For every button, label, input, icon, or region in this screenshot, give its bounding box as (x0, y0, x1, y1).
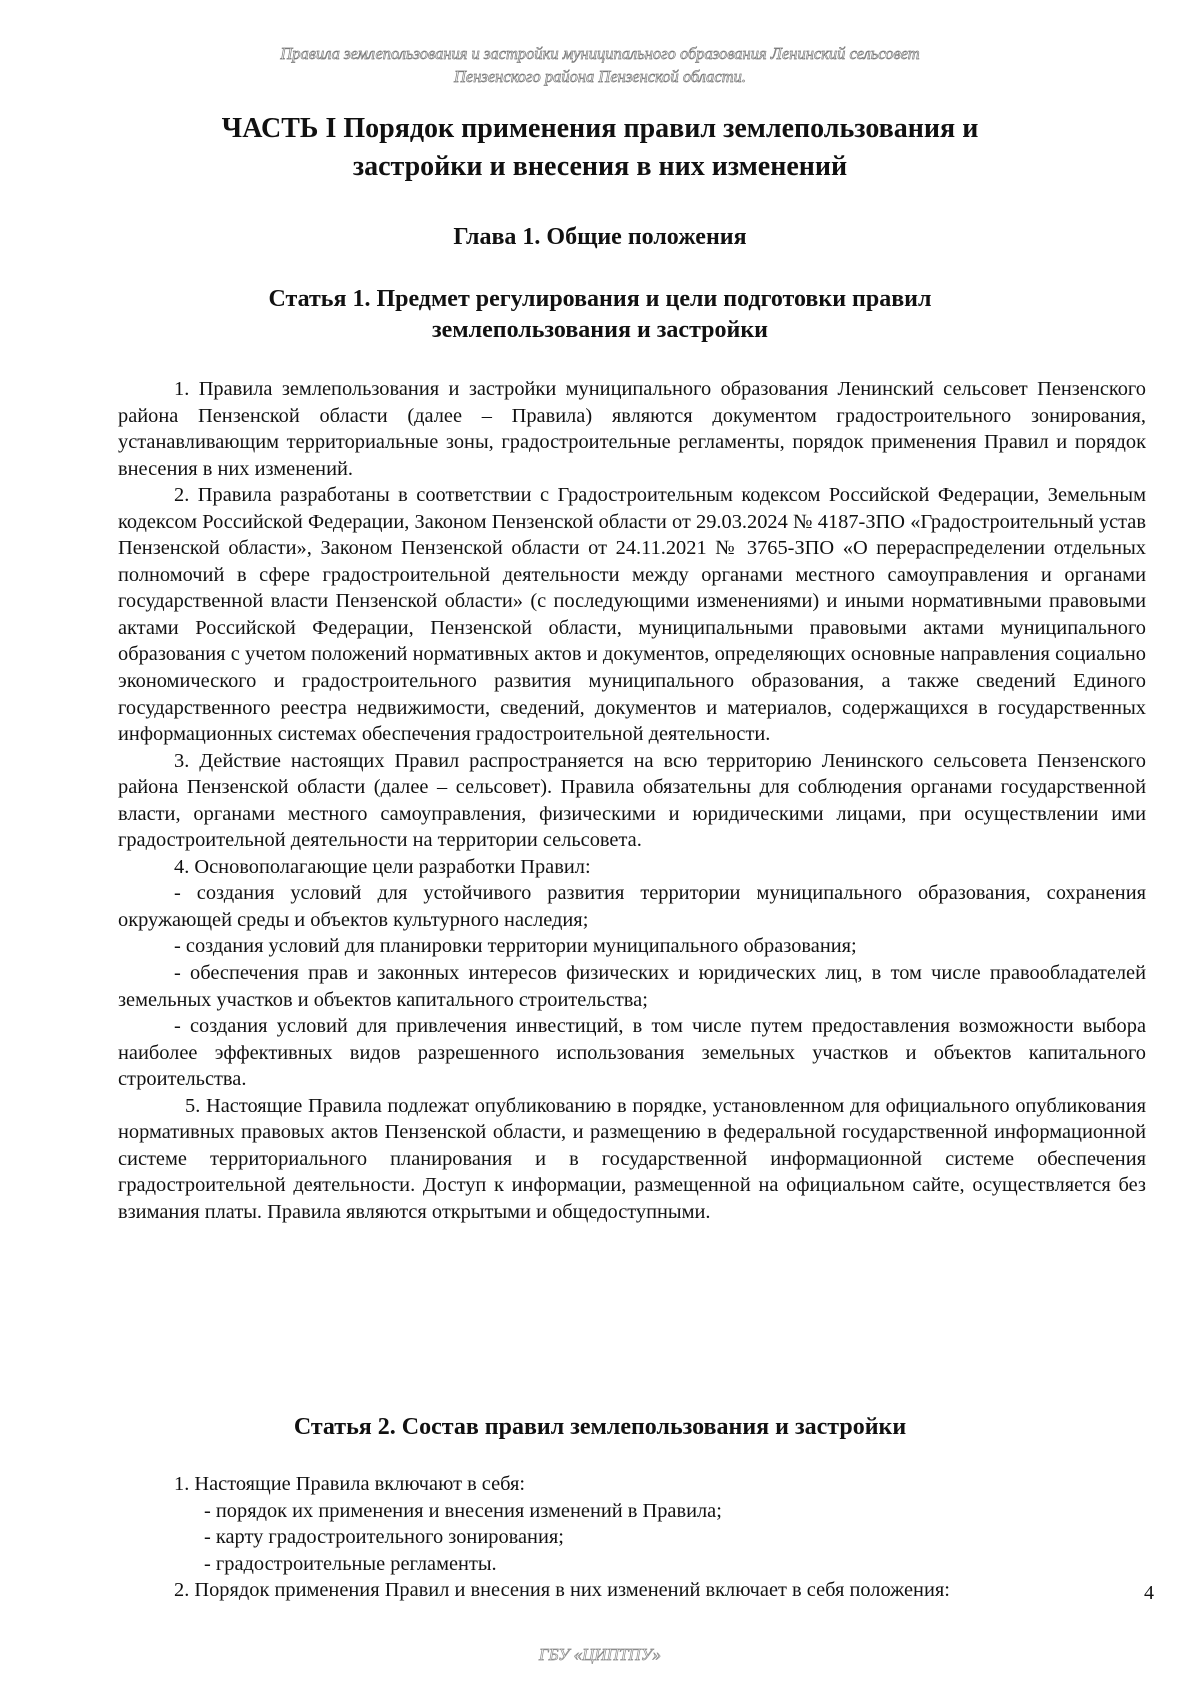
list-item: - карту градостроительного зонирования; (204, 1526, 564, 1549)
paragraph: 2. Правила разработаны в соответствии с Градостроительным кодексом Российской Федерации, Земельным кодексом Российской Федерации, Законом Пензенской области от 29.03.2024 № 4187-ЗПО «Градостроительный устав Пензенской области», Законом Пензенской области от 24.11.2021 № 3765-ЗПО «О перераспределении отдельных полномочий в сфере градостроительной деятельности между органами местного самоуправления и органами государственной власти Пензенской области» (с последующими изменениями) и иными нормативными правовыми актами Российской Федерации, Пензенской области, муниципальными правовыми актами муниципального образования с учетом положений нормативных актов и документов, определяющих основные направления социально экономического и градостроительного развития муниципального образования, а также сведений Единого государственного реестра недвижимости, сведений, документов и материалов, содержащихся в государственных информационных системах обеспечения градостроительной деятельности. (118, 484, 1146, 746)
paragraph: 5. Настоящие Правила подлежат опубликованию в порядке, установленном для официального опубликования нормативных правовых актов Пензенской области, и размещению в федеральной государственной информационной системе территориального планирования и в государственной информационной системе обеспечения градостроительной деятельности. Доступ к информации, размещенной на официальном сайте, осуществляется без взимания платы. Правила являются открытыми и общедоступными. (118, 1094, 1146, 1223)
running-header-line: Правила землепользования и застройки муниципального образования Ленинский сельсовет (280, 44, 920, 63)
list-item: - обеспечения прав и законных интересов физических и юридических лиц, в том числе правообладателей земельных участков и объектов капитального строительства; (118, 962, 1146, 1011)
part-title-line: ЧАСТЬ I Порядок применения правил землепользования и (221, 113, 979, 144)
part-title-line: застройки и внесения в них изменений (352, 151, 848, 182)
running-header-line: Пензенского района Пензенской области. (454, 67, 746, 86)
list-item: - создания условий для планировки территории муниципального образования; (174, 935, 857, 958)
part-title (150, 110, 1050, 186)
article-2-body (118, 1471, 1146, 1604)
list-item: 1. Настоящие Правила включают в себя: (174, 1473, 526, 1495)
article-1-body (118, 376, 1146, 1226)
paragraph: 3. Действие настоящих Правил распространяется на всю территорию Ленинского сельсовета Пензенского района Пензенской области (далее – сельсовет). Правила обязательны для соблюдения органами государственной власти, органами местного самоуправления, физическими и юридическими лицами, при осуществлении ими градостроительной деятельности на территории сельсовета. (118, 749, 1146, 852)
article-title-line: землепользования и застройки (432, 317, 768, 343)
article-1-title (150, 284, 1050, 346)
list-item: - градостроительные регламенты. (204, 1552, 497, 1575)
paragraph: 1. Правила землепользования и застройки муниципального образования Ленинский сельсовет Пензенского района Пензенской области (далее – Правила) являются документом градостроительного зонирования, устанавливающим территориальные зоны, градостроительные регламенты, порядок применения Правил и порядок внесения в них изменений. (118, 378, 1146, 480)
article-2-title: Статья 2. Состав правил землепользования и застройки (293, 1414, 907, 1440)
running-footer: ГБУ «ЦИПТПУ» (538, 1645, 662, 1664)
list-item: - создания условий для привлечения инвестиций, в том числе путем предоставления возможности выбора наиболее эффективных видов разрешенного использования земельных участков и объектов капитального строительства. (118, 1015, 1146, 1091)
chapter-title: Глава 1. Общие положения (453, 224, 747, 250)
list-item: 2. Порядок применения Правил и внесения в них изменений включает в себя положения: (174, 1579, 950, 1602)
list-item: - порядок их применения и внесения изменений в Правила; (204, 1499, 722, 1522)
paragraph: 4. Основополагающие цели разработки Правил: (174, 855, 591, 878)
list-item: - создания условий для устойчивого развития территории муниципального образования, сохранения окружающей среды и объектов культурного наследия; (118, 882, 1146, 931)
running-header (150, 42, 1050, 88)
article-title-line: Статья 1. Предмет регулирования и цели подготовки правил (268, 286, 932, 312)
page-number: 4 (1144, 1582, 1154, 1604)
